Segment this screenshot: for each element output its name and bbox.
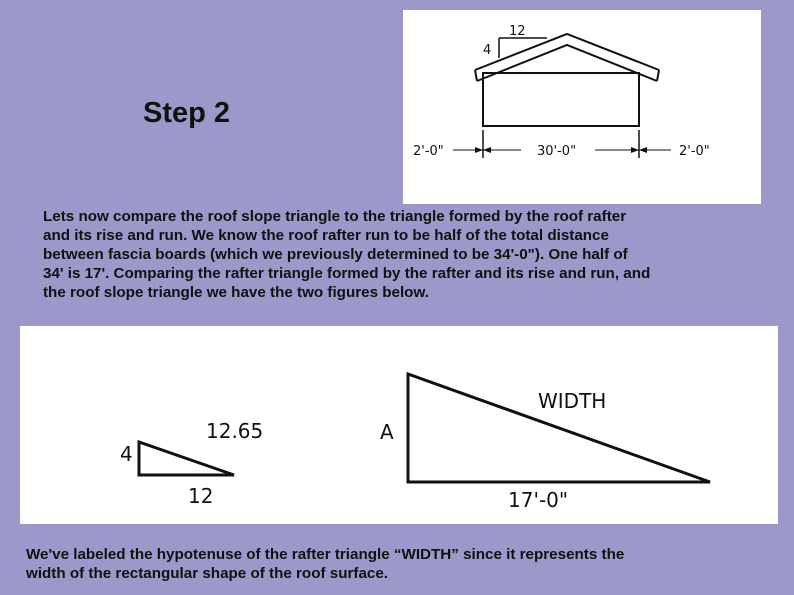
span-label: 30'-0" <box>537 144 577 159</box>
slope-triangle <box>139 442 234 475</box>
rafter-triangle-rise: A <box>380 420 394 444</box>
dim-arrow <box>639 147 647 153</box>
dim-arrow <box>631 147 639 153</box>
roof-outline-inner <box>477 45 657 81</box>
slope-triangle-rise: 4 <box>120 442 133 466</box>
triangles-diagram <box>20 326 778 524</box>
slide-title: Step 2 <box>143 97 231 129</box>
slope-run-label: 12 <box>509 24 526 39</box>
conclusion-paragraph: We've labeled the hypotenuse of the rafter triangle “WIDTH” since it represents the width of the rectangular shape of the roof surface. <box>26 546 625 582</box>
right-fascia <box>657 70 659 81</box>
house-walls <box>483 73 639 126</box>
slope-triangle-run: 12 <box>188 484 214 508</box>
right-overhang-label: 2'-0" <box>679 144 710 159</box>
roof-outline-outer <box>475 34 659 70</box>
slope-triangle-hypotenuse: 12.65 <box>206 419 264 443</box>
slope-rise-label: 4 <box>483 43 492 58</box>
explanation-paragraph: Lets now compare the roof slope triangle to the triangle formed by the roof rafter and its rise and run. We know the roof rafter run to be half of the total distance between fascia boards (which we previously determined to be 34'-0"). One half of 34' is 17'. Comparing the rafter triangle formed by the rafter and its rise and run, and the roof slope triangle we have the two figures below. <box>43 208 651 301</box>
left-overhang-label: 2'-0" <box>413 144 444 159</box>
triangles-figure <box>20 326 778 524</box>
rafter-triangle-hypotenuse: WIDTH <box>538 389 607 413</box>
rafter-triangle-run: 17'-0" <box>508 488 569 512</box>
dim-arrow <box>475 147 483 153</box>
left-fascia <box>475 70 477 81</box>
dim-arrow <box>483 147 491 153</box>
house-elevation-diagram <box>403 10 761 204</box>
house-elevation-figure <box>403 10 761 204</box>
